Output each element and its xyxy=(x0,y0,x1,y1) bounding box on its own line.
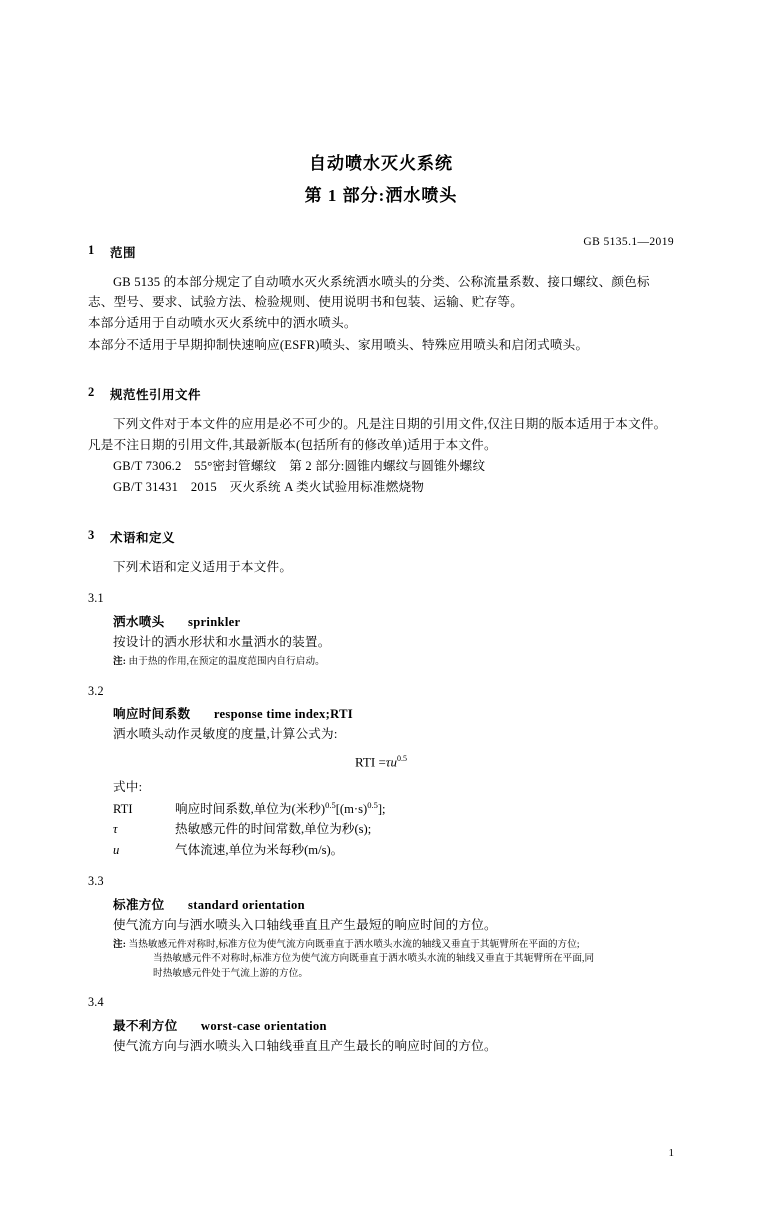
symbol-description: 热敏感元件的时间常数,单位为秒(s); xyxy=(175,822,372,837)
section-heading-2 xyxy=(88,385,674,403)
term-number: 3.4 xyxy=(88,995,104,1010)
symbol-row xyxy=(113,840,674,860)
paragraph: 下列文件对于本文件的应用是必不可少的。凡是注日期的引用文件,仅注日期的版本适用于本文件。凡是不注日期的引用文件,其最新版本(包括所有的修改单)适用于本文件。 xyxy=(88,417,667,452)
formula-tau: τ xyxy=(385,754,391,770)
note-text-2: 当热敏感元件不对称时,标准方位为使气流方向既垂直于洒水喷头水流的轴线又垂直于其轭臂所在平面,同 xyxy=(153,953,595,965)
symbol-sup2: 0.5 xyxy=(367,799,378,810)
term-definition: 按设计的洒水形状和水量洒水的装置。 xyxy=(113,634,331,649)
reference-item: GB/T 7306.2 55°密封管螺纹 第 2 部分:圆锥内螺纹与圆锥外螺纹 xyxy=(113,458,486,473)
title-line-2: 第 1 部分:洒水喷头 xyxy=(304,186,458,206)
formula-exponent: 0.5 xyxy=(396,753,407,763)
paragraph: 下列术语和定义适用于本文件。 xyxy=(113,559,293,574)
term-name xyxy=(88,1015,674,1034)
page-header xyxy=(583,236,674,248)
symbol-glyph: u xyxy=(113,842,120,857)
symbol-definitions xyxy=(88,799,674,860)
symbol-glyph: τ xyxy=(113,822,118,837)
term-definition: 洒水喷头动作灵敏度的度量,计算公式为: xyxy=(113,727,338,742)
section-number-1: 1 xyxy=(88,242,95,257)
term-name-cn: 响应时间系数 xyxy=(113,707,191,722)
note-text: 当热敏感元件对称时,标准方位为使气流方向既垂直于洒水喷头水流的轴线又垂直于其轭臂所在平面的方位; xyxy=(128,939,580,951)
paragraph: GB 5135 的本部分规定了自动喷水灭火系统洒水喷头的分类、公称流量系数、接口螺纹、颜色标志、型号、要求、试验方法、检验规则、使用说明书和包装、运输、贮存等。 xyxy=(88,274,650,309)
symbol-row xyxy=(113,799,674,820)
term-number: 3.1 xyxy=(88,591,104,606)
section-title-1: 范围 xyxy=(110,245,137,260)
section-number-2: 2 xyxy=(88,385,95,400)
term-name xyxy=(88,894,674,913)
paragraph: 本部分不适用于早期抑制快速响应(ESFR)喷头、家用喷头、特殊应用喷头和启闭式喷头。 xyxy=(88,337,589,352)
term-name-cn: 洒水喷头 xyxy=(113,614,165,629)
symbol-text: 响应时间系数,单位为(米秒) xyxy=(175,801,326,816)
term-definition: 使气流方向与洒水喷头入口轴线垂直且产生最长的响应时间的方位。 xyxy=(113,1038,497,1053)
term-number: 3.3 xyxy=(88,873,104,888)
term-name-en: worst-case orientation xyxy=(200,1018,327,1033)
symbol-row xyxy=(113,819,674,839)
term-note xyxy=(88,655,674,669)
symbol xyxy=(113,840,175,860)
symbol-text3: ]; xyxy=(377,801,386,816)
where-label: 式中: xyxy=(113,780,143,795)
term-name xyxy=(88,703,674,722)
symbol xyxy=(113,819,175,839)
note-first-line xyxy=(113,938,674,952)
page-number: 1 xyxy=(668,1147,674,1159)
note-label: 注: xyxy=(113,656,126,668)
symbol-text2: [(m·s) xyxy=(335,801,368,816)
section-heading-3 xyxy=(88,528,674,546)
section-title-3: 术语和定义 xyxy=(110,530,176,545)
formula-rti xyxy=(88,754,674,770)
symbol-sup: 0.5 xyxy=(325,799,336,810)
section-number-3: 3 xyxy=(88,527,95,542)
standard-id: GB 5135.1—2019 xyxy=(583,236,674,248)
paragraph: 本部分适用于自动喷水灭火系统中的洒水喷头。 xyxy=(88,316,357,331)
term-definition: 使气流方向与洒水喷头入口轴线垂直且产生最短的响应时间的方位。 xyxy=(113,917,497,932)
term-name xyxy=(88,611,674,630)
title-line-1: 自动喷水灭火系统 xyxy=(309,154,453,173)
term-name-en: response time index;RTI xyxy=(213,707,353,722)
term-name-cn: 标准方位 xyxy=(113,897,165,912)
formula-prefix: RTI = xyxy=(355,754,386,770)
note-label: 注: xyxy=(113,939,126,951)
note-text-3: 时热敏感元件处于气流上游的方位。 xyxy=(153,967,309,979)
symbol-description: 气体流速,单位为米每秒(m/s)。 xyxy=(175,842,344,857)
formula-u: u xyxy=(390,754,397,770)
section-title-2: 规范性引用文件 xyxy=(110,388,202,403)
term-name-en: sprinkler xyxy=(188,614,241,629)
term-number: 3.2 xyxy=(88,683,104,698)
document-page xyxy=(0,148,762,1221)
symbol-description xyxy=(175,799,674,820)
reference-item: GB/T 31431 2015 灭火系统 A 类火试验用标准燃烧物 xyxy=(113,480,425,495)
note-text: 由于热的作用,在预定的温度范围内自行启动。 xyxy=(128,656,325,668)
term-note xyxy=(88,938,674,981)
page-title xyxy=(88,148,674,213)
symbol: RTI xyxy=(113,801,133,816)
term-name-en: standard orientation xyxy=(188,897,305,912)
term-name-cn: 最不利方位 xyxy=(113,1018,178,1033)
